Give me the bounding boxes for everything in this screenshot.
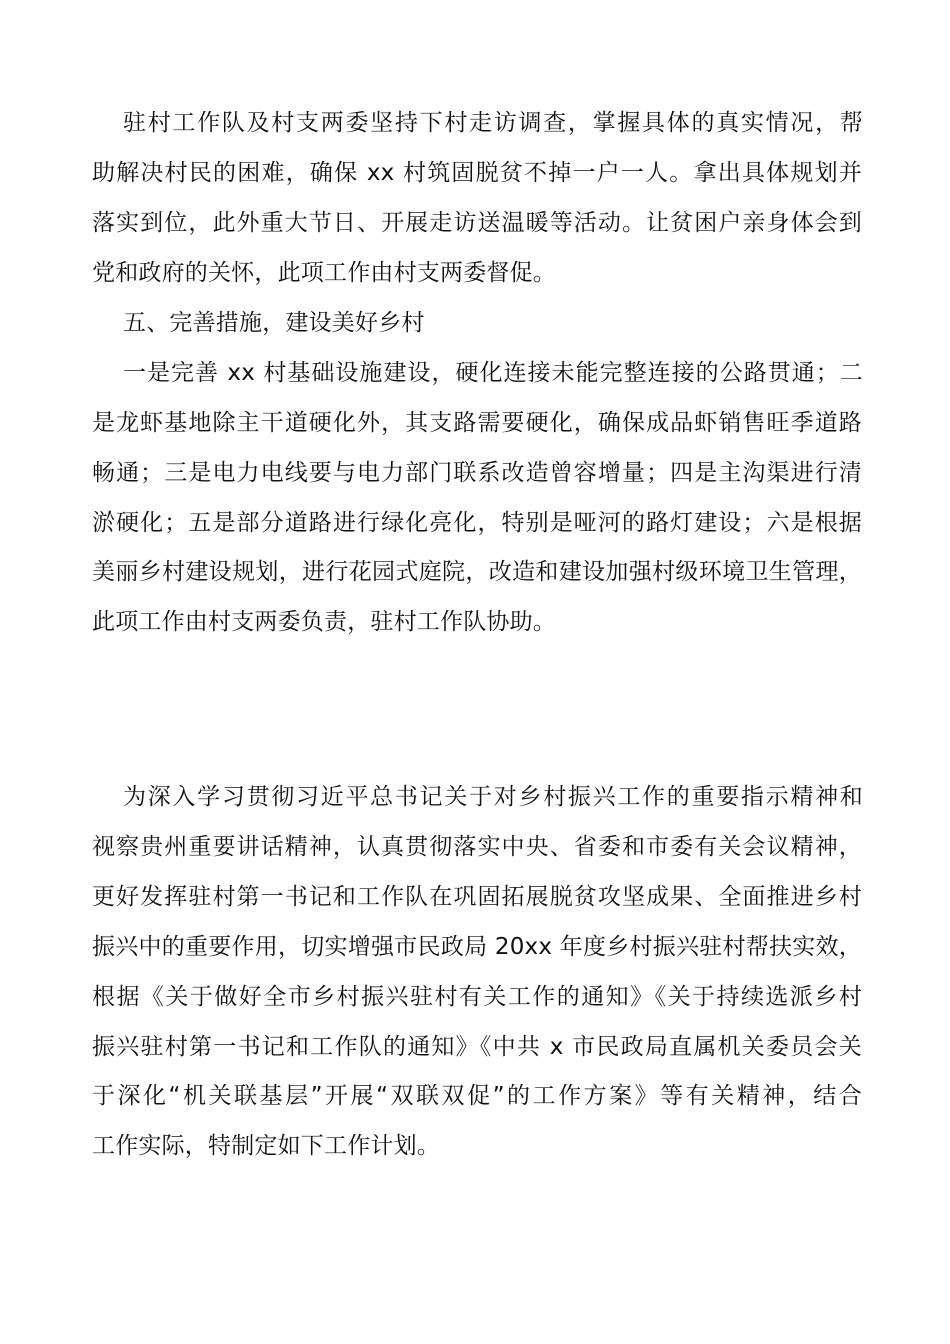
paragraph-line: 于深化“机关联基层”开展“双联双促”的工作方案》等有关精神，结合: [92, 1083, 862, 1109]
paragraph-line: 振兴中的重要作用，切实增强市民政局 20xx 年度乡村振兴驻村帮扶实效，: [92, 934, 862, 960]
paragraph-line: 为深入学习贯彻习近平总书记关于对乡村振兴工作的重要指示精神和: [123, 784, 863, 810]
paragraph-line: 工作实际，特制定如下工作计划。: [92, 1133, 440, 1159]
paragraph-line: 一是完善 xx 村基础设施建设，硬化连接未能完整连接的公路贯通；二: [123, 360, 863, 386]
paragraph-line: 淤硬化；五是部分道路进行绿化亮化，特别是哑河的路灯建设；六是根据: [92, 510, 862, 536]
section-heading: 五、完善措施，建设美好乡村: [123, 310, 425, 336]
paragraph-line: 助解决村民的困难，确保 xx 村筑固脱贫不掉一户一人。拿出具体规划并: [92, 160, 862, 186]
paragraph-line: 此项工作由村支两委负责，驻村工作队协助。: [92, 609, 556, 635]
paragraph-line: 是龙虾基地除主干道硬化外，其支路需要硬化，确保成品虾销售旺季道路: [92, 410, 862, 436]
paragraph-line: 更好发挥驻村第一书记和工作队在巩固拓展脱贫攻坚成果、全面推进乡村: [92, 884, 862, 910]
paragraph-line: 振兴驻村第一书记和工作队的通知》《中共 x 市民政局直属机关委员会关: [92, 1034, 862, 1060]
paragraph-line: 视察贵州重要讲话精神，认真贯彻落实中央、省委和市委有关会议精神，: [92, 834, 862, 860]
paragraph-line: 党和政府的关怀，此项工作由村支两委督促。: [92, 260, 556, 286]
paragraph-line: 驻村工作队及村支两委坚持下村走访调查，掌握具体的真实情况，帮: [123, 110, 863, 136]
paragraph-line: 落实到位，此外重大节日、开展走访送温暖等活动。让贫困户亲身体会到: [92, 210, 862, 236]
paragraph-line: 美丽乡村建设规划，进行花园式庭院，改造和建设加强村级环境卫生管理，: [92, 559, 862, 585]
paragraph-line: 畅通；三是电力电线要与电力部门联系改造曾容增量；四是主沟渠进行清: [92, 460, 862, 486]
paragraph-line: 根据《关于做好全市乡村振兴驻村有关工作的通知》《关于持续选派乡村: [92, 984, 862, 1010]
